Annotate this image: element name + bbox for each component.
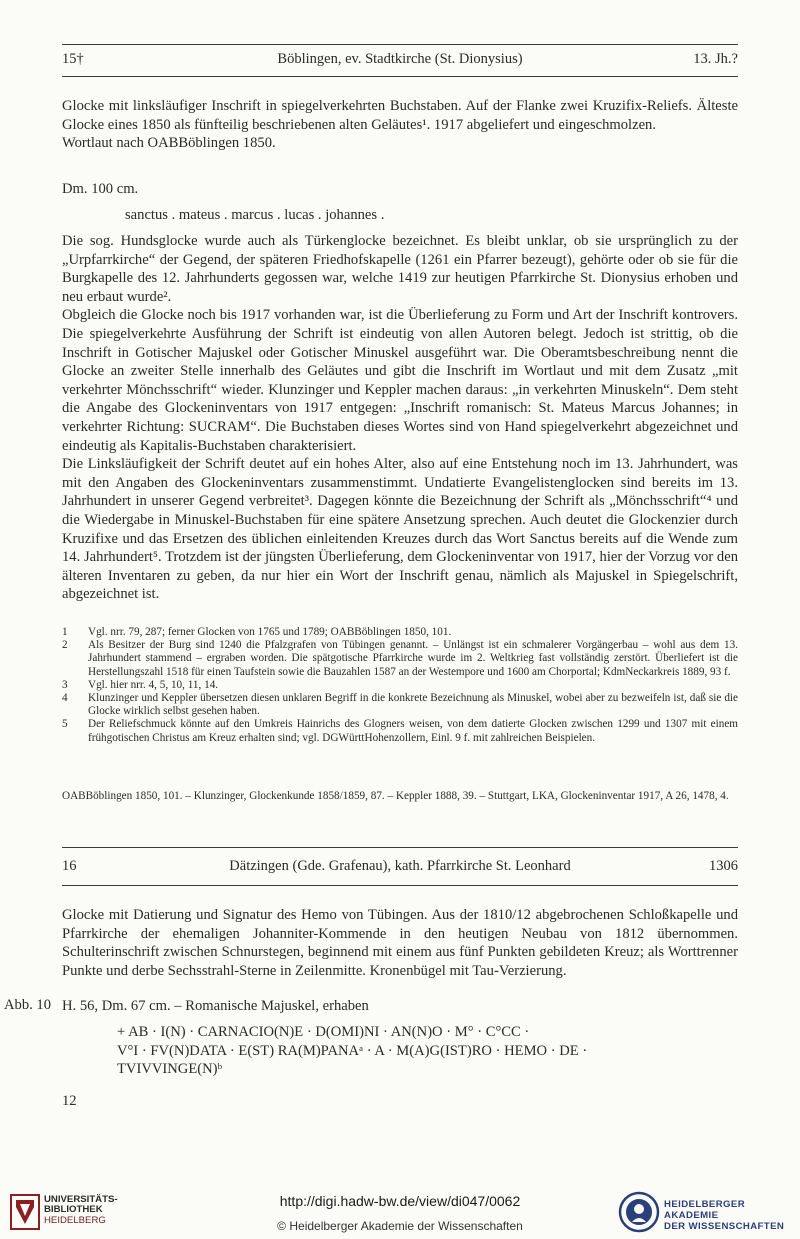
footnote-text: Als Besitzer der Burg sind 1240 die Pfalzgrafen von Tübingen genannt. – Unlängst ist ein schmalerer Vorgängerbau – wohl aus dem 13. Jahrhundert stammend – ergraben worden. Die spätgotische Pfarrkirche wurde im 2. Weltkrieg fast vollständig zerstört. Überliefert ist die Herstellungszahl 1518 für einen Taufstein sowie die Bauzahlen 1587 an der Westempore und 1600 am Chorportal; KdmNeckarkreis 1889, 93 f. [88,639,738,678]
footnote-text: Vgl. nrr. 79, 287; ferner Glocken von 1765 und 1789; OABBöblingen 1850, 101. [88,626,452,638]
entry-intro: Glocke mit Datierung und Signatur des Hemo von Tübingen. Aus der 1810/12 abgebrochenen Schloßkapelle und Pfarrkirche der ehemaligen Johanniter-Kommende in den heutigen Neubau von 1812 übernommen. Schulterinschrift zwischen Schnurstegen, beginnend mit einem aus fünf Punkten gebildeten Kreuz; als Worttrenner Punkte und derbe Sechsstrahl-Sterne in Zeilenmitte. Kronenbügel mit Tau-Verzierung. [62,907,738,979]
footnote-number: 3 [62,678,68,691]
entry-number: 16 [62,858,77,874]
commentary-paragraph: Obgleich die Glocke noch bis 1917 vorhanden war, ist die Überlieferung zu Form und Art der Inschrift kontrovers. Die spiegelverkehrte Ausführung der Schrift ist eindeutig von allen Autoren belegt. Jedoch ist strittig, ob die Inschrift in Gotischer Majuskel oder Gotischer Minuskel ausgeführt war. Die Oberamtsbeschreibung nennt die Glocke an zweiter Stelle innerhalb des Geläutes und gibt die Inschrift im Wortlaut und mit dem Zusatz „mit verkehrter Mönchsschrift“ wieder. Klunzinger und Keppler machen daraus: „in verkehrten Minuskeln“. Dem steht die Angabe des Glockeninventars von 1917 entgegen: „Inschrift romanisch: St. Mateus Marcus Johannes; in verkehrter Richtung: SUCRAM“. Die Buchstaben dieses Wortes sind von Hand spiegelverkehrt abgezeichnet und eindeutig als Kapitalis-Buchstaben charakterisiert. [62,307,738,454]
footnote-text: Klunzinger und Keppler übersetzen diesen unklaren Begriff in die konkrete Bezeichnung als Minuskel, wobei aber zu bezweifeln ist, daß sie die Glocke wirklich selbst gesehen haben. [88,692,738,718]
inscription-line: + AB · I(N) · CARNACIO(N)E · D(OMI)NI · AN(N)O · M° · C°CC · [117,1024,530,1040]
commentary-paragraph: Die Linksläufigkeit der Schrift deutet auf ein hohes Alter, also auf eine Entstehung noch im 13. Jahrhundert, was mit den Angaben des Glockeninventars zusammenstimmt. Undatierte Evangelistenglocken sind bereits im 13. Jahrhundert in unserer Gegend verbreitet³. Dagegen könnte die Bezeichnung der Schrift als „Mönchsschrift“⁴ und die Wiedergabe in Minuskel-Buchstaben für eine spätere Ansetzung sprechen. Auch deutet die Glockenzier durch Kruzifixe und das Ersetzen des üblichen einleitenden Kreuzes durch das Wort Sanctus bereits auf die Wende zum 14. Jahrhundert⁵. Trotzdem ist der jüngsten Überlieferung, dem Glockeninventar von 1917, hier der Vorzug vor den älteren Inventaren zu geben, da nur hier ein Wort der Inschrift genau, nämlich als Majuskel in Spiegelschrift, abgezeichnet ist. [62,456,738,603]
header-rule-bottom [62,885,738,886]
figure-reference: Abb. 10 [4,997,52,1013]
intro-source: Wortlaut nach OABBöblingen 1850. [62,135,276,152]
commentary-paragraph: Die sog. Hundsglocke wurde auch als Türkenglocke bezeichnet. Es bleibt unklar, ob sie ursprünglich zu der „Urpfarrkirche“ der Gegend, der späteren Friedhofskapelle (1261 ein Pfarrer bezeugt), gehörte oder ob sie für die Burgkapelle des 12. Jahrhunderts gegossen war, welche 1419 zur heutigen Pfarrkirche St. Dionysius erhoben und neu erbaut wurde². [62,233,738,305]
footnote [62,639,738,679]
entry-dimensions: Dm. 100 cm. [62,181,139,197]
footnote [62,718,738,744]
inscription-text: sanctus . mateus . marcus . lucas . johannes . [125,207,385,223]
header-rule-top [62,44,738,45]
entry-intro [62,97,738,153]
sources-text: OABBöblingen 1850, 101. – Klunzinger, Glockenkunde 1858/1859, 87. – Keppler 1888, 39. – Stuttgart, LKA, Glockeninventar 1917, A 26, 1478, 4. [62,790,729,802]
footnote [62,626,738,639]
ub-line: BIBLIOTHEK [44,1204,103,1216]
entry-number: 15† [62,51,84,67]
entry-title: Dätzingen (Gde. Grafenau), kath. Pfarrkirche St. Leonhard [229,858,571,874]
inscription-line: V°I · FV(N)DATA · E(ST) RA(M)PANAᵃ · A · M(A)G(IST)RO · HEMO · DE · [117,1042,588,1059]
footnote-text: Vgl. hier nrr. 4, 5, 10, 11, 14. [88,678,219,691]
academy-line: HEIDELBERGER AKADEMIE [664,1199,746,1221]
entry-title: Böblingen, ev. Stadtkirche (St. Dionysius) [277,51,523,67]
entry-date: 13. Jh.? [693,51,738,67]
sources [62,790,738,803]
footnote-text: Der Reliefschmuck könnte auf den Umkreis Hainrichs des Glogners weisen, von dem datierte Glocken zwischen 1299 und 1307 mit einem frühgotischen Christus am Kreuz erhalten sind; vgl. DGWürttHohenzollern, Einl. 9 f. mit zahlreichen Beispielen. [88,718,738,744]
header-rule-top [62,847,738,848]
ub-line: UNIVERSITÄTS- [44,1194,118,1205]
footnote-number: 1 [62,626,68,638]
commentary [62,232,738,604]
page-number: 12 [62,1093,77,1109]
academy-logo-icon [618,1190,660,1234]
entry-date: 1306 [709,858,738,874]
footnote-number: 5 [62,718,68,731]
academy-name[interactable] [664,1199,800,1232]
copyright-notice: © Heidelberger Akademie der Wissenschaften [277,1219,523,1233]
footnote [62,692,738,718]
academy-line: DER WISSENSCHAFTEN [664,1221,785,1232]
footnote [62,679,738,692]
footnote-number: 4 [62,692,68,705]
header-rule-bottom [62,76,738,77]
intro-paragraph: Glocke mit linksläufiger Inschrift in spiegelverkehrten Buchstaben. Auf der Flanke zwei Kruzifix-Reliefs. Älteste Glocke eines 1850 als fünfteilig beschriebenen alten Geläutes¹. 1917 abgeliefert und eingeschmolzen. [62,98,738,133]
footnotes [62,626,738,745]
ub-line: HEIDELBERG [44,1214,106,1226]
footnote-number: 2 [62,639,68,652]
entry-dimensions: H. 56, Dm. 67 cm. – Romanische Majuskel, erhaben [62,998,369,1014]
inscription-line: TVIVVINGE(N)ᵇ [117,1061,223,1078]
document-url-link[interactable]: http://digi.hadw-bw.de/view/di047/0062 [279,1193,521,1209]
inscription-block [117,1023,717,1079]
